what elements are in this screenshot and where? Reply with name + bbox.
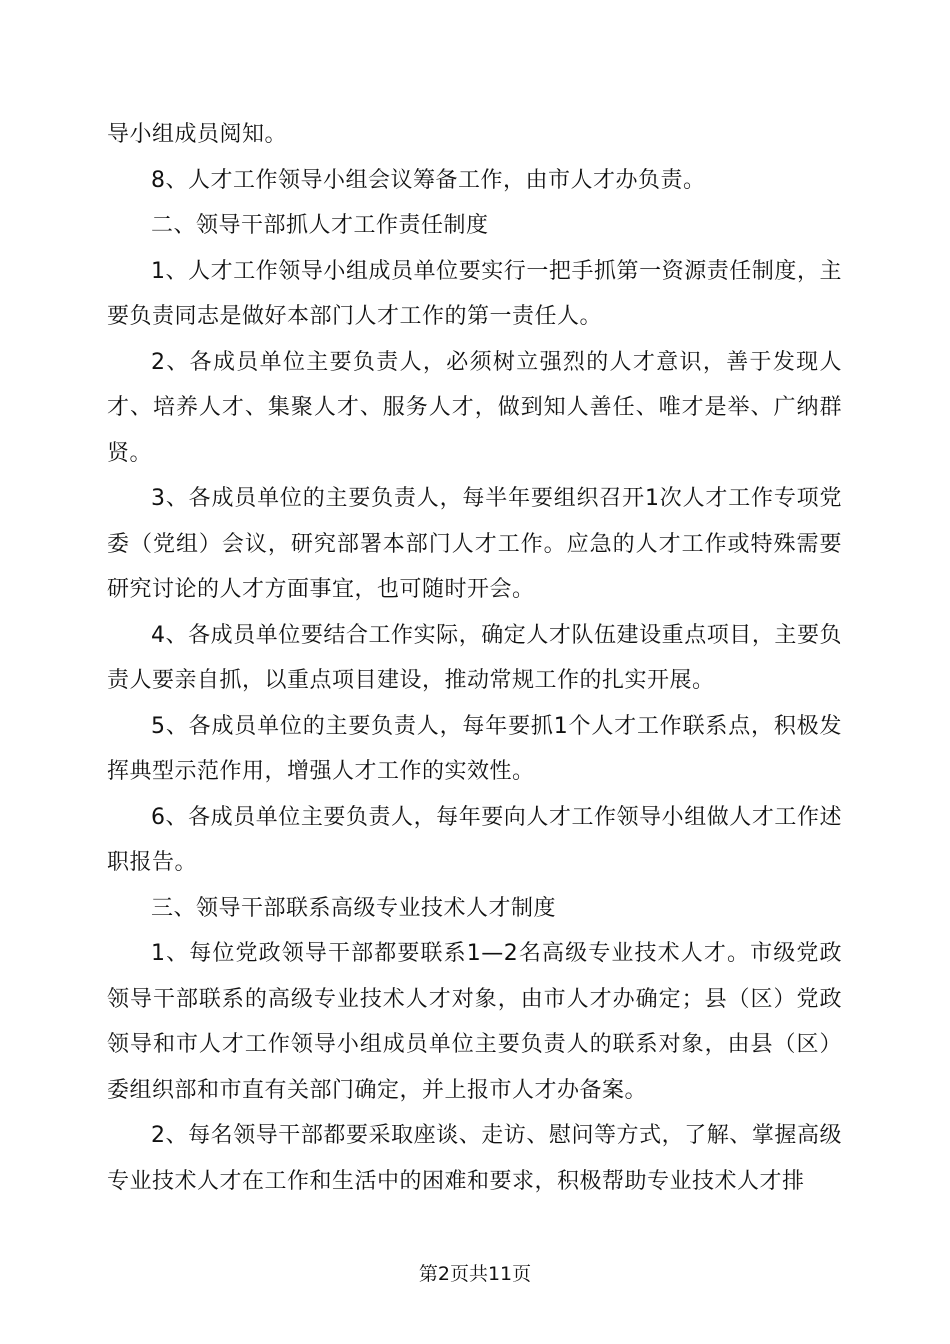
section-heading-2: 二、领导干部抓人才工作责任制度 bbox=[151, 213, 489, 238]
paragraph-2-item-1: 1、人才工作领导小组成员单位要实行一把手抓第一资源责任制度，主要负责同志是做好本部门人才工作的第一责任人。 bbox=[107, 258, 842, 329]
section-heading-3: 三、领导干部联系高级专业技术人才制度 bbox=[151, 895, 557, 921]
paragraph-2-item-3: 3、各成员单位的主要负责人，每半年要组织召开1次人才工作专项党委（党组）会议，研究部署本部门人才工作。应急的人才工作或特殊需要研究讨论的人才方面事宜，也可随时开会。 bbox=[107, 486, 842, 602]
paragraph-2-item-2: 2、各成员单位主要负责人，必须树立强烈的人才意识，善于发现人才、培养人才、集聚人才、服务人才，做到知人善任、唯才是举、广纳群贤。 bbox=[107, 349, 842, 466]
paragraph-item-8: 8、人才工作领导小组会议筹备工作，由市人才办负责。 bbox=[151, 167, 706, 193]
paragraph-2-item-6: 6、各成员单位主要负责人，每年要向人才工作领导小组做人才工作述职报告。 bbox=[107, 804, 842, 875]
paragraph-2-item-4: 4、各成员单位要结合工作实际，确定人才队伍建设重点项目，主要负责人要亲自抓，以重点项目建设，推动常规工作的扎实开展。 bbox=[107, 622, 842, 693]
paragraph-2-item-5: 5、各成员单位的主要负责人，每年要抓1个人才工作联系点，积极发挥典型示范作用，增强人才工作的实效性。 bbox=[107, 713, 842, 784]
paragraph-3-item-1: 1、每位党政领导干部都要联系1—2名高级专业技术人才。市级党政领导干部联系的高级专业技术人才对象，由市人才办确定；县（区）党政领导和市人才工作领导小组成员单位主要负责人的联系对象，由县（区）委组织部和市直有关部门确定，并上报市人才办备案。 bbox=[107, 941, 842, 1103]
paragraph-3-item-2: 2、每名领导干部都要采取座谈、走访、慰问等方式，了解、掌握高级专业技术人才在工作和生活中的困难和要求，积极帮助专业技术人才排 bbox=[107, 1123, 842, 1194]
page-number-footer: 第2页共11页 bbox=[418, 1263, 532, 1285]
paragraph-continuation: 导小组成员阅知。 bbox=[107, 122, 288, 147]
document-body bbox=[107, 112, 842, 1204]
